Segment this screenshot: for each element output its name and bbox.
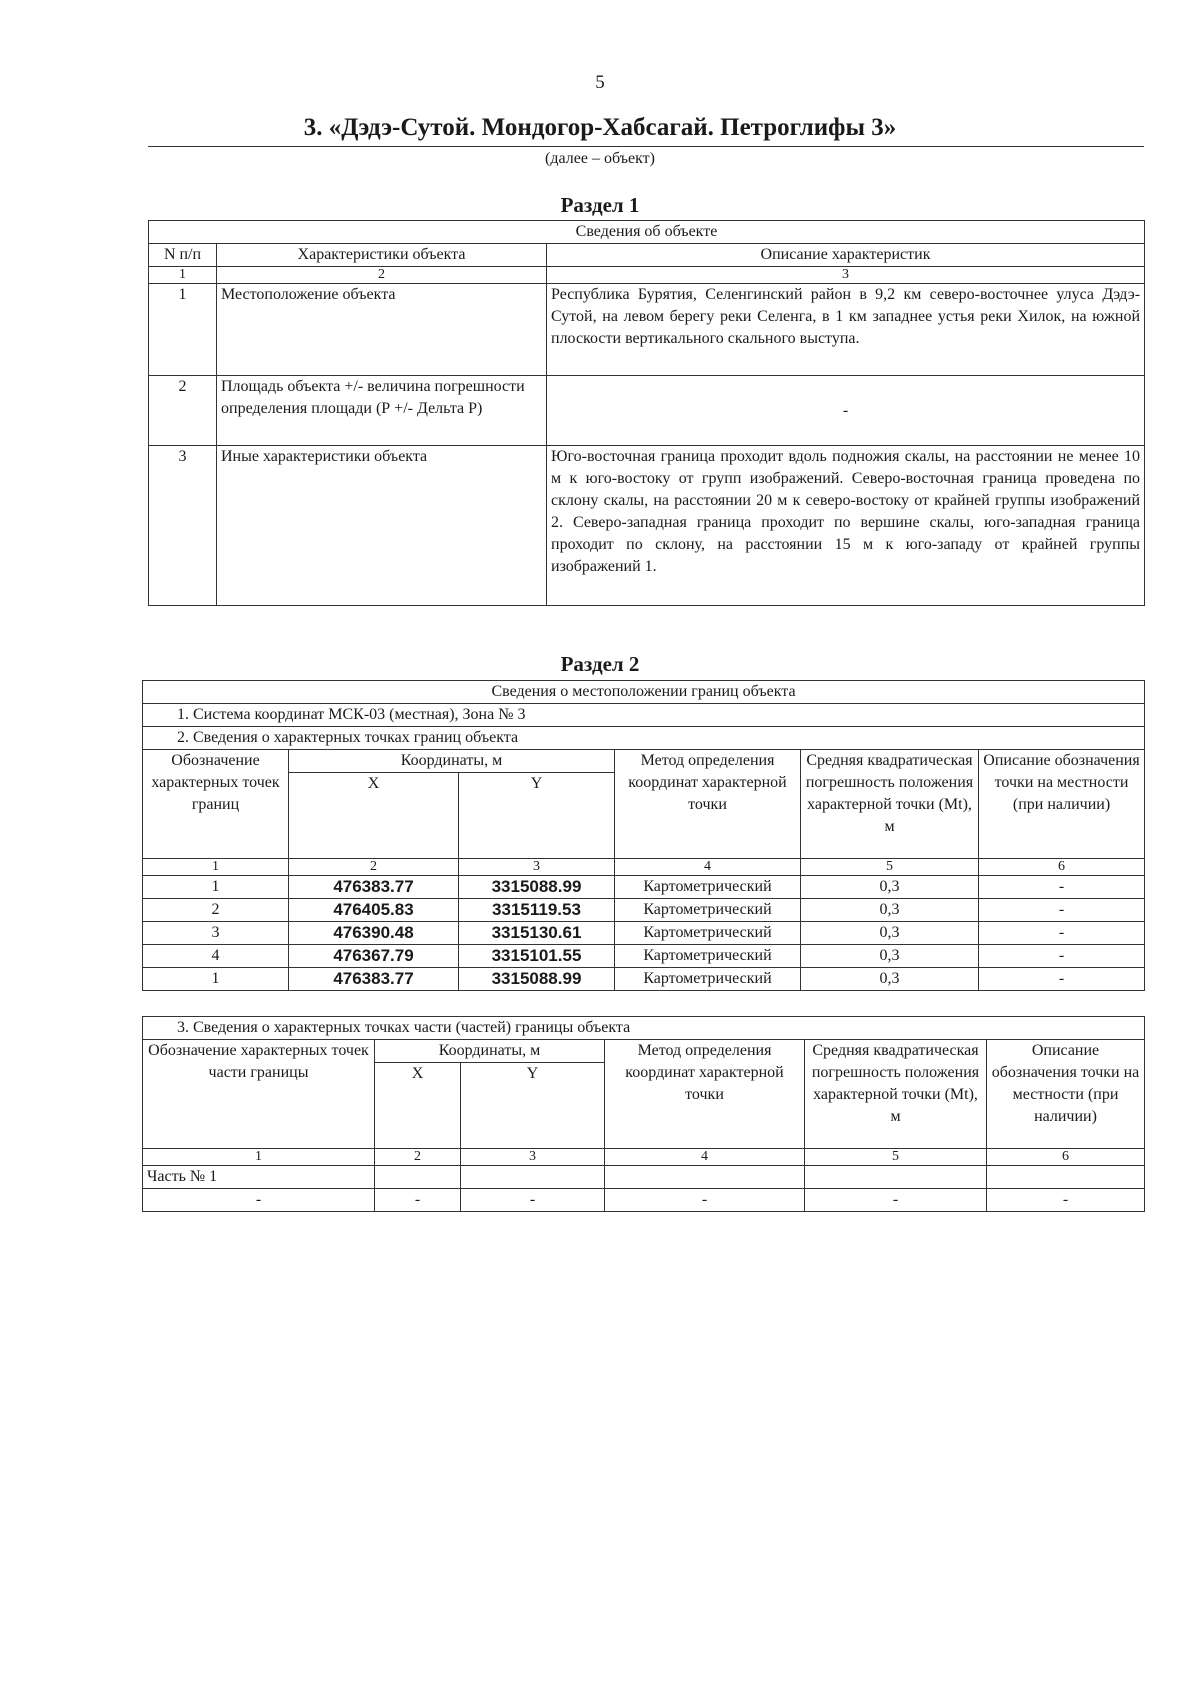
table-row bbox=[143, 1166, 1145, 1189]
point-description: - bbox=[979, 922, 1145, 945]
point-method: Картометрический bbox=[615, 899, 801, 922]
row-number: 2 bbox=[149, 376, 217, 446]
title-divider bbox=[148, 146, 1144, 147]
table-row bbox=[149, 446, 1145, 606]
table-caption: Сведения о местоположении границ объекта bbox=[143, 681, 1145, 704]
column-header-description: Описание характеристик bbox=[547, 244, 1145, 267]
section1-heading: Раздел 1 bbox=[560, 193, 640, 217]
row-description: Республика Бурятия, Селенгинский район в 9,2 км северо-восточнее улуса Дэдэ-Сутой, на левом берегу реки Селенга, в 1 км западнее устья реки Хилок, на южной плоскости вертикального скального выступа. bbox=[547, 284, 1145, 376]
coordinate-system: 1. Система координат МСК-03 (местная), Зона № 3 bbox=[143, 704, 1145, 727]
header-error: Средняя квадратическая погрешность положения характерной точки (Mt), м bbox=[801, 750, 979, 859]
part-cell: - bbox=[143, 1189, 375, 1212]
column-header-number: N п/п bbox=[149, 244, 217, 267]
table-row bbox=[143, 922, 1145, 945]
parts-caption: 3. Сведения о характерных точках части (частей) границы объекта bbox=[143, 1017, 1145, 1040]
point-id: 3 bbox=[143, 922, 289, 945]
table-row bbox=[143, 1189, 1145, 1212]
point-y: 3315088.99 bbox=[459, 876, 615, 899]
boundary-parts-table bbox=[142, 1016, 1145, 1212]
point-id: 1 bbox=[143, 968, 289, 991]
point-description: - bbox=[979, 945, 1145, 968]
object-info-table bbox=[148, 220, 1145, 606]
column-number: 4 bbox=[605, 1149, 805, 1166]
row-characteristic: Площадь объекта +/- величина погрешности определения площади (Р +/- Дельта Р) bbox=[217, 376, 547, 446]
header-y: Y bbox=[461, 1063, 605, 1149]
row-description: - bbox=[547, 376, 1145, 446]
column-number: 6 bbox=[987, 1149, 1145, 1166]
point-id: 4 bbox=[143, 945, 289, 968]
header-x: X bbox=[289, 773, 459, 859]
point-x: 476383.77 bbox=[289, 876, 459, 899]
point-error: 0,3 bbox=[801, 876, 979, 899]
column-number: 4 bbox=[615, 859, 801, 876]
row-number: 1 bbox=[149, 284, 217, 376]
header-y: Y bbox=[459, 773, 615, 859]
row-number: 3 bbox=[149, 446, 217, 606]
column-number: 3 bbox=[461, 1149, 605, 1166]
row-characteristic: Местоположение объекта bbox=[217, 284, 547, 376]
column-number: 3 bbox=[459, 859, 615, 876]
boundary-points-table bbox=[142, 680, 1145, 991]
column-number: 3 bbox=[547, 267, 1145, 284]
table-row bbox=[149, 284, 1145, 376]
points-caption: 2. Сведения о характерных точках границ объекта bbox=[143, 727, 1145, 750]
document-title: 3. «Дэдэ-Сутой. Мондогор-Хабсагай. Петроглифы 3» bbox=[303, 114, 897, 141]
table-row bbox=[143, 945, 1145, 968]
header-description: Описание обозначения точки на местности (при наличии) bbox=[979, 750, 1145, 859]
point-x: 476383.77 bbox=[289, 968, 459, 991]
column-number: 2 bbox=[375, 1149, 461, 1166]
row-characteristic: Иные характеристики объекта bbox=[217, 446, 547, 606]
page-number: 5 bbox=[595, 72, 605, 93]
point-y: 3315130.61 bbox=[459, 922, 615, 945]
header-point: Обозначение характерных точек границ bbox=[143, 750, 289, 859]
part-label: Часть № 1 bbox=[143, 1166, 375, 1189]
table-row bbox=[143, 968, 1145, 991]
point-x: 476405.83 bbox=[289, 899, 459, 922]
column-number: 2 bbox=[289, 859, 459, 876]
point-description: - bbox=[979, 968, 1145, 991]
header-coordinates: Координаты, м bbox=[375, 1040, 605, 1063]
column-header-characteristic: Характеристики объекта bbox=[217, 244, 547, 267]
column-number: 2 bbox=[217, 267, 547, 284]
column-number: 5 bbox=[801, 859, 979, 876]
point-error: 0,3 bbox=[801, 968, 979, 991]
part-cell: - bbox=[605, 1189, 805, 1212]
table-row bbox=[143, 876, 1145, 899]
header-coordinates: Координаты, м bbox=[289, 750, 615, 773]
header-point: Обозначение характерных точек части границы bbox=[143, 1040, 375, 1149]
point-x: 476390.48 bbox=[289, 922, 459, 945]
point-method: Картометрический bbox=[615, 922, 801, 945]
point-error: 0,3 bbox=[801, 922, 979, 945]
column-number: 1 bbox=[143, 859, 289, 876]
point-description: - bbox=[979, 876, 1145, 899]
point-y: 3315088.99 bbox=[459, 968, 615, 991]
table-caption: Сведения об объекте bbox=[149, 221, 1145, 244]
column-number: 1 bbox=[149, 267, 217, 284]
part-cell: - bbox=[461, 1189, 605, 1212]
header-method: Метод определения координат характерной точки bbox=[615, 750, 801, 859]
point-id: 2 bbox=[143, 899, 289, 922]
table-row bbox=[149, 376, 1145, 446]
column-number: 6 bbox=[979, 859, 1145, 876]
section2-heading: Раздел 2 bbox=[560, 652, 640, 676]
header-x: X bbox=[375, 1063, 461, 1149]
header-method: Метод определения координат характерной точки bbox=[605, 1040, 805, 1149]
point-error: 0,3 bbox=[801, 899, 979, 922]
point-x: 476367.79 bbox=[289, 945, 459, 968]
part-cell: - bbox=[987, 1189, 1145, 1212]
point-error: 0,3 bbox=[801, 945, 979, 968]
document-subtitle: (далее – объект) bbox=[545, 150, 655, 167]
header-error: Средняя квадратическая погрешность положения характерной точки (Mt), м bbox=[805, 1040, 987, 1149]
table-row bbox=[143, 899, 1145, 922]
row-description: Юго-восточная граница проходит вдоль подножия скалы, на расстоянии не менее 10 м к юго-востоку от групп изображений. Северо-восточная граница проведена по склону скалы, на расстоянии 20 м к северо-востоку от крайней группы изображений 2. Северо-западная граница проходит по вершине скалы, юго-западная граница проходит по склону, на расстоянии 15 м к юго-западу от крайней группы изображений 1. bbox=[547, 446, 1145, 606]
part-cell: - bbox=[805, 1189, 987, 1212]
point-description: - bbox=[979, 899, 1145, 922]
part-cell: - bbox=[375, 1189, 461, 1212]
column-number: 5 bbox=[805, 1149, 987, 1166]
point-method: Картометрический bbox=[615, 968, 801, 991]
point-method: Картометрический bbox=[615, 876, 801, 899]
point-y: 3315101.55 bbox=[459, 945, 615, 968]
point-method: Картометрический bbox=[615, 945, 801, 968]
point-y: 3315119.53 bbox=[459, 899, 615, 922]
point-id: 1 bbox=[143, 876, 289, 899]
header-description: Описание обозначения точки на местности (при наличии) bbox=[987, 1040, 1145, 1149]
column-number: 1 bbox=[143, 1149, 375, 1166]
